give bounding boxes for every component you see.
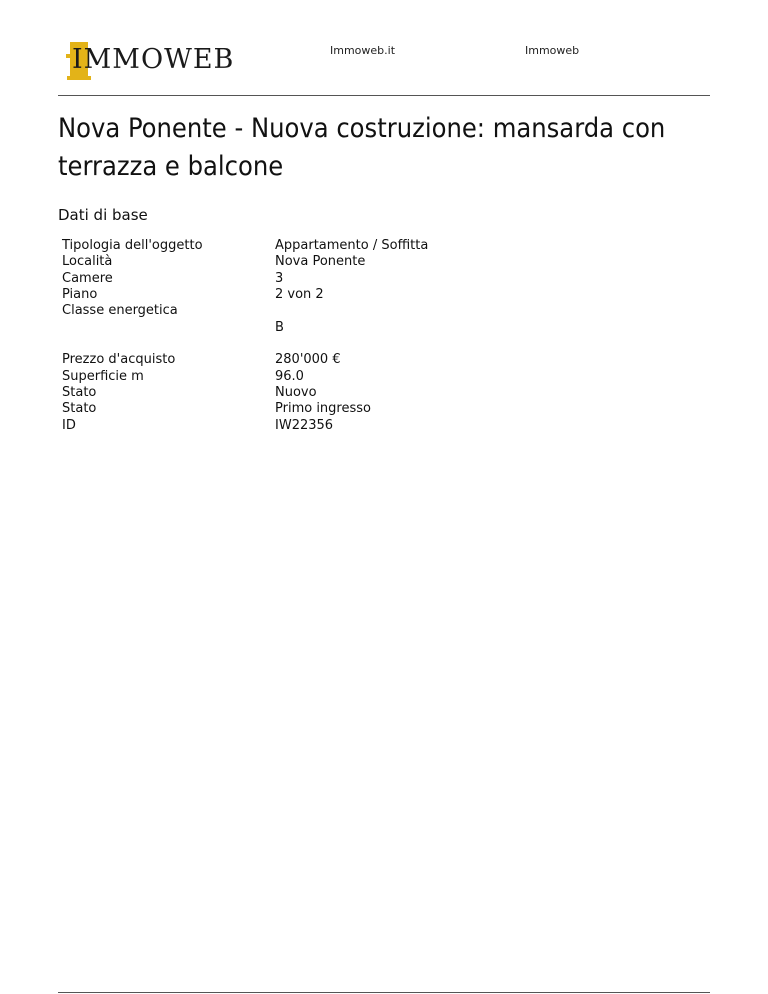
fact-label: Classe energetica [62,303,178,319]
logo-wordmark[interactable]: IMMOWEB [72,44,235,75]
fact-value: 96.0 [275,368,304,384]
fact-label: Prezzo d'acquisto [62,352,176,368]
fact-label: Stato [62,385,97,401]
fact-row-price [62,352,662,368]
fact-value: Nuovo [275,385,317,401]
basic-data-heading: Dati di base [58,206,148,224]
header-divider [58,95,710,96]
fact-label: Tipologia dell'oggetto [62,238,203,253]
brand-link[interactable]: Immoweb [525,44,580,57]
fact-label: Superficie m [62,368,144,384]
fact-value: 2 von 2 [275,286,324,302]
site-link[interactable]: Immoweb.it [330,44,396,57]
fact-row-condition [62,385,662,401]
fact-row-energy-class [62,303,662,319]
fact-value: 280'000 € [275,352,341,368]
fact-label: Piano [62,286,98,302]
fact-label: Località [62,254,113,270]
basic-data-table [62,238,662,434]
listing-title: Nova Ponente - Nuova costruzione: mansarda con terrazza e balcone [58,113,666,182]
fact-row-location [62,254,662,270]
fact-value: IW22356 [275,417,334,433]
fact-row-id [62,418,662,434]
fact-row-status [62,401,662,417]
fact-row-floor [62,287,662,303]
fact-value: 3 [275,270,284,286]
fact-label: Stato [62,401,97,417]
fact-label: Camere [62,270,113,286]
fact-value: Nova Ponente [275,254,366,270]
fact-value: Appartamento / Soffitta [275,238,429,253]
page-header [58,0,710,96]
fact-row-area [62,369,662,385]
footer-divider [58,992,710,993]
fact-label: ID [62,417,76,433]
fact-row-rooms [62,271,662,287]
fact-row-type [62,238,662,254]
spacer [62,319,662,352]
fact-value: Primo ingresso [275,401,371,417]
energy-class-value: B [275,319,284,335]
